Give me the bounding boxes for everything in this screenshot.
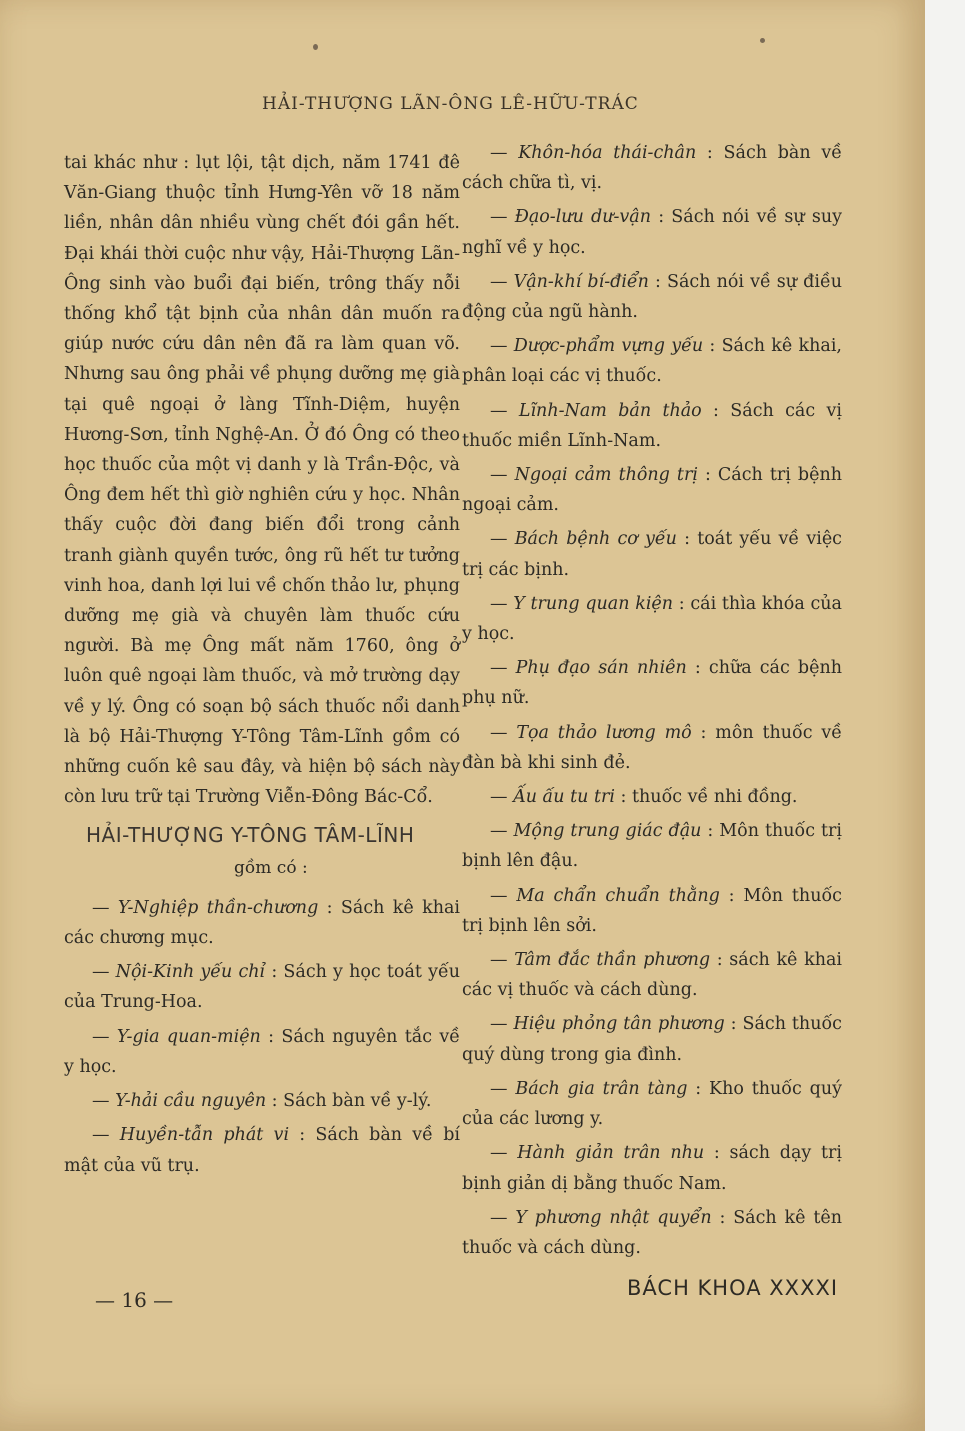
book-entry bbox=[462, 589, 842, 649]
body-paragraph: tai khác như : lụt lội, tật dịch, năm 1741 đê Văn-Giang thuộc tỉnh Hưng-Yên vỡ 18 năm liền, nhân dân nhiều vùng chết đói gần hết. Đại khái thời cuộc như vậy, Hải-Thượng Lãn-Ông sinh vào buổi đại biến, trông thấy nỗi thống khổ tật bịnh của nhân dân muốn ra giúp nước cứu dân nên đã ra làm quan võ. Nhưng sau ông phải về phụng dưỡng mẹ già tại quê ngoại ở làng Tĩnh-Diệm, huyện Hương-Sơn, tỉnh Nghệ-An. Ở đó Ông có theo học thuốc của một vị danh y là Trần-Độc, và Ông đem hết thì giờ nghiên cứu y học. Nhân thấy cuộc đời đang biến đổi trong cảnh tranh giành quyền tước, ông rũ hết tư tưởng vinh hoa, danh lợi lui về chốn thảo lư, phụng dưỡng mẹ già và chuyên làm thuốc cứu người. Bà mẹ Ông mất năm 1760, ông ở luôn quê ngoại làm thuốc, và mở trường dạy về y lý. Ông có soạn bộ sách thuốc nổi danh là bộ Hải-Thượng Y-Tông Tâm-Lĩnh gồm có những cuốn kê sau đây, và hiện bộ sách này còn lưu trữ tại Trường Viễn-Đông Bác-Cổ. bbox=[64, 153, 460, 808]
book-entry bbox=[64, 1086, 460, 1116]
entry-dash: — bbox=[92, 1091, 116, 1112]
entry-title: Nội-Kinh yếu chỉ bbox=[115, 962, 266, 983]
entry-dash: — bbox=[490, 207, 515, 228]
book-entry bbox=[462, 653, 842, 713]
left-column bbox=[64, 148, 460, 1185]
book-entry bbox=[462, 718, 842, 778]
entry-description: : toát yếu về việc trị các bịnh. bbox=[462, 529, 842, 580]
right-entry-list bbox=[462, 138, 842, 1263]
entry-description: : Sách kê khai, phân loại các vị thuốc. bbox=[462, 336, 842, 387]
entry-title: Hành giản trân nhu bbox=[517, 1143, 705, 1164]
entry-title: Khôn-hóa thái-chân bbox=[518, 143, 697, 163]
entry-description: : Sách kê khai các chương mục. bbox=[64, 897, 460, 949]
entry-description: : chữa các bệnh phụ nữ. bbox=[462, 658, 842, 709]
book-entry bbox=[462, 881, 842, 941]
ink-spot bbox=[760, 38, 765, 43]
entry-title: Dược-phẩm vựng yếu bbox=[513, 336, 704, 357]
entry-dash: — bbox=[490, 529, 515, 550]
entry-dash: — bbox=[490, 787, 514, 808]
entry-title: Y-Nghiệp thần-chương bbox=[117, 897, 319, 918]
entry-description: : môn thuốc về đàn bà khi sinh đẻ. bbox=[462, 722, 842, 773]
book-entry bbox=[462, 1203, 842, 1263]
entry-dash: — bbox=[92, 1125, 120, 1146]
book-entry bbox=[462, 267, 842, 327]
entry-description: : Sách bàn về y-lý. bbox=[266, 1091, 432, 1112]
entry-title: Mộng trung giác đậu bbox=[513, 821, 702, 842]
entry-dash: — bbox=[490, 658, 516, 679]
magazine-name: BÁCH KHOA XXXXI bbox=[627, 1276, 839, 1300]
entry-title: Y phương nhật quyển bbox=[515, 1207, 712, 1228]
book-entry bbox=[462, 202, 842, 262]
book-entry bbox=[462, 460, 842, 520]
page-number: — 16 — bbox=[95, 1288, 174, 1312]
entry-dash: — bbox=[490, 465, 515, 486]
entry-title: Lĩnh-Nam bản thảo bbox=[518, 400, 702, 421]
entry-title: Ma chẩn chuẩn thằng bbox=[516, 885, 720, 906]
entry-dash: — bbox=[92, 1026, 117, 1047]
entry-title: Ấu ấu tu tri bbox=[513, 787, 615, 808]
entry-title: Huyền-tẫn phát vi bbox=[119, 1125, 290, 1146]
ink-spot bbox=[313, 44, 318, 50]
book-entry bbox=[462, 1009, 842, 1069]
entry-dash: — bbox=[490, 1014, 514, 1035]
entry-title: Phụ đạo sán nhiên bbox=[515, 658, 687, 679]
book-entry bbox=[462, 1074, 842, 1134]
entry-title: Tâm đắc thần phương bbox=[514, 950, 711, 971]
entry-dash: — bbox=[490, 722, 517, 743]
book-entry bbox=[462, 524, 842, 584]
entry-title: Ngoại cảm thông trị bbox=[514, 465, 698, 486]
entry-title: Vận-khí bí-điển bbox=[513, 271, 649, 292]
entry-dash: — bbox=[490, 950, 515, 971]
entry-dash: — bbox=[490, 271, 514, 292]
running-header: HẢI-THƯỢNG LÃN-ÔNG LÊ-HỮU-TRÁC bbox=[262, 94, 639, 114]
entry-dash: — bbox=[490, 1207, 516, 1228]
entry-description: : Cách trị bệnh ngoại cảm. bbox=[462, 465, 842, 516]
entry-dash: — bbox=[490, 593, 514, 614]
section-title: HẢI-THƯỢNG Y-TÔNG TÂM-LĨNH bbox=[86, 823, 415, 848]
book-entry bbox=[462, 816, 842, 876]
entry-description: : Sách thuốc quý dùng trong gia đình. bbox=[462, 1014, 842, 1065]
book-entry bbox=[462, 782, 842, 812]
entry-description: : Sách y học toát yếu của Trung-Hoa. bbox=[64, 962, 460, 1013]
book-entry bbox=[64, 1120, 460, 1180]
entry-description: : Kho thuốc quý của các lương y. bbox=[462, 1078, 842, 1130]
entry-title: Tọa thảo lương mô bbox=[516, 722, 692, 743]
entry-description: : cái thìa khóa của y học. bbox=[462, 593, 842, 645]
entry-title: Y trung quan kiện bbox=[513, 593, 674, 614]
entry-description: : sách dạy trị bịnh giản dị bằng thuốc Nam. bbox=[462, 1143, 843, 1194]
entry-dash: — bbox=[490, 1143, 518, 1164]
entry-description: : Sách bàn về cách chữa tì, vị. bbox=[462, 143, 842, 194]
entry-description: : Sách kê tên thuốc và cách dùng. bbox=[462, 1207, 842, 1258]
entry-description: : Môn thuốc trị bịnh lên đậu. bbox=[462, 821, 843, 872]
entry-dash: — bbox=[490, 400, 519, 421]
entry-dash: — bbox=[490, 143, 519, 163]
section-subtitle: gồm có : bbox=[234, 857, 308, 878]
book-entry bbox=[462, 945, 842, 1005]
entry-description: : Sách các vị thuốc miền Lĩnh-Nam. bbox=[462, 400, 842, 451]
entry-dash: — bbox=[490, 885, 517, 906]
book-entry bbox=[462, 1138, 842, 1198]
entry-dash: — bbox=[490, 1078, 516, 1099]
entry-dash: — bbox=[92, 962, 116, 983]
entry-description: : thuốc về nhi đồng. bbox=[614, 787, 798, 808]
book-entry bbox=[64, 893, 460, 953]
entry-title: Y-hải cầu nguyên bbox=[115, 1091, 267, 1112]
book-entry bbox=[462, 138, 842, 198]
entry-dash: — bbox=[490, 821, 514, 842]
entry-description: : sách kê khai các vị thuốc và cách dùng. bbox=[462, 950, 842, 1001]
entry-title: Y-gia quan-miện bbox=[116, 1026, 261, 1047]
entry-description: : Sách bàn về bí mật của vũ trụ. bbox=[64, 1125, 460, 1176]
book-entry bbox=[64, 957, 460, 1017]
entry-title: Bách gia trân tàng bbox=[515, 1078, 688, 1099]
entry-title: Hiệu phỏng tân phương bbox=[513, 1014, 725, 1035]
entry-title: Đạo-lưu dư-vận bbox=[514, 207, 652, 228]
entry-description: : Sách nguyên tắc về y học. bbox=[64, 1026, 460, 1077]
book-entry bbox=[462, 331, 842, 391]
entry-description: : Sách nói về sự điều động của ngũ hành. bbox=[462, 271, 842, 323]
entry-description: : Sách nói về sự suy nghĩ về y học. bbox=[462, 207, 842, 258]
entry-dash: — bbox=[92, 897, 118, 918]
book-entry bbox=[462, 396, 842, 456]
right-column bbox=[462, 138, 842, 1267]
book-entry bbox=[64, 1022, 460, 1082]
left-entry-list bbox=[64, 893, 460, 1181]
entry-dash: — bbox=[490, 336, 514, 357]
entry-description: : Môn thuốc trị bịnh lên sởi. bbox=[462, 885, 842, 936]
entry-title: Bách bệnh cơ yếu bbox=[514, 529, 677, 550]
